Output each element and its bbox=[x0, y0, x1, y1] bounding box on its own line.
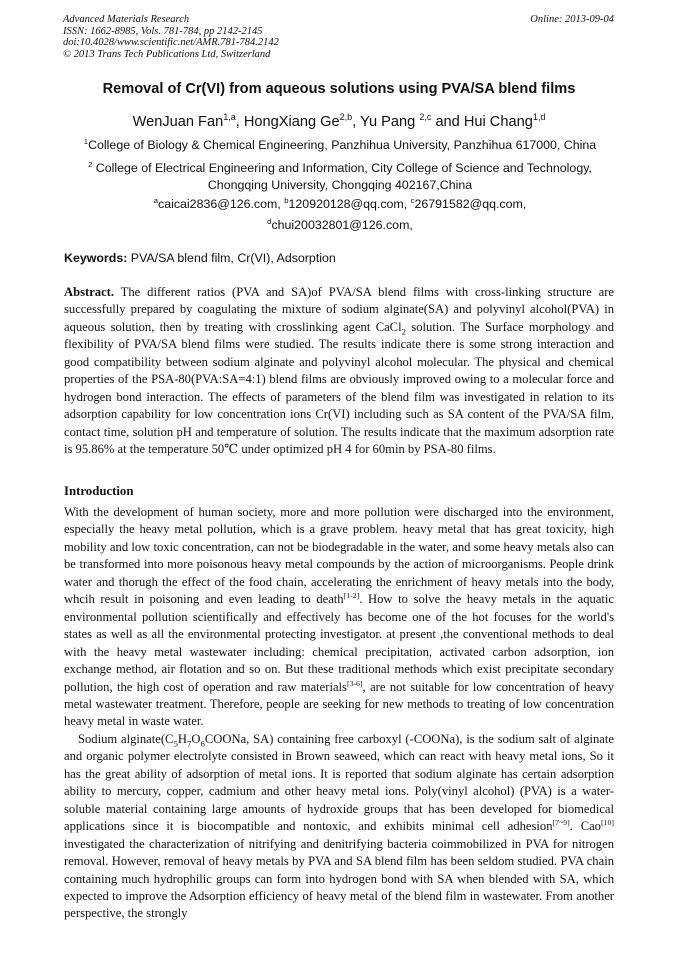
author-affiliation-mark: 1,a bbox=[223, 112, 236, 123]
keywords-label: Keywords: bbox=[64, 251, 128, 265]
paragraph: Sodium $alginate(C_5H_7O_6COONa$, SA) containing free carboxyl (-COONa), is the sodium salt of alginate and organic polymer electrolyte consisted in Brown seaweed, which can react with heavy metal ions, So it has the great ability of adsorption of metal ions. It is reported that sodium alginate has certain adsorption ability to mercury, copper, cadmium and other heavy metal ions. Poly(vinyl alcohol) (PVA) is a water-soluble material containing large amounts of hydroxide groups that has been developed for biomedical applications since it is biocompatible and nontoxic, and exhibits minimal cell adhesion[7~9]. Cao[10] investigated the characterization of nitrifying and denitrifying bacteria coimmobilized in PVA for nitrogen removal. However, removal of heavy metals by PVA and SA blend film has been seldom studied. PVA chain containing much hydrophilic groups can form into hydrogen bond with SA when blended with SA, which expected to improve the Adsorption efficiency of heavy metal of the blend film in wastewater. From another perspective, the strongly bbox=[64, 731, 614, 921]
keywords bbox=[64, 251, 336, 265]
issn-line: ISSN: 1662-8985, Vols. 781-784, pp 2142-2145 bbox=[63, 25, 263, 37]
author-name: Hui Chang bbox=[463, 114, 533, 130]
email-line-2: $^d$chui20032801@126.com, bbox=[267, 216, 413, 232]
keywords-text: PVA/SA blend film, Cr(VI), Adsorption bbox=[127, 251, 336, 265]
section-heading-introduction: Introduction bbox=[64, 484, 134, 498]
email-link[interactable]: chui20032801@126.com, bbox=[271, 218, 413, 232]
citation: [1-2] bbox=[343, 591, 360, 601]
email-link[interactable]: caicai2836@126.com, bbox=[158, 197, 285, 211]
publication-info bbox=[63, 14, 279, 60]
author-list: WenJuan Fan$^{1,a}$, HongXiang Ge$^{2,b}$, Yu Pang $^{2,c}$ and Hui Chang$^{1,d}$ bbox=[132, 112, 546, 130]
introduction-body bbox=[64, 504, 614, 923]
affiliation-1: $^1$College of Biology & Chemical Engineering, Panzhihua University, Panzhihua 617000, China bbox=[83, 136, 597, 152]
online-date: Online: 2013-09-04 bbox=[530, 14, 614, 25]
email-link[interactable]: 120920128@qq.com, bbox=[288, 197, 411, 211]
citation: [7~9] bbox=[552, 817, 570, 827]
copyright-line: © 2013 Trans Tech Publications Ltd, Switzerland bbox=[63, 48, 271, 60]
abstract-label: Abstract. bbox=[64, 285, 115, 299]
email-line-1: $^a$caicai2836@126.com, $^b$120920128@qq.com, $^c$26791582@qq.com, bbox=[153, 195, 527, 211]
doi-line: doi:10.4028/www.scientific.net/AMR.781-784.2142 bbox=[63, 37, 279, 48]
citation: [3-6] bbox=[346, 678, 363, 688]
affiliation-2: $^2$ College of Electrical Engineering and Information, City College of Science and Technology, Chongqing University, Chongqing 402167,China bbox=[88, 159, 592, 192]
journal-name: Advanced Materials Research bbox=[63, 14, 190, 25]
paragraph: With the development of human society, more and more pollution were discharged into the environment, especially the heavy metal pollution, which is a grave problem. heavy metal that has great toxicity, high mobility and low toxic concentration, can not be biodegradable in the water, and some heavy metals also can be transformed into more poisonous heavy metal compounds by the action of microorganisms. People drink water and thorugh the effect of the food chain, accelerating the enrichment of heavy metals into the body, whcih result in poisoning and even leading to death[1-2]. How to solve the heavy metals in the aquatic environmental pollution scientifically and effectively has become one of the hot focuses for the world's states as well as all the environmental protecting investigator. at present ,the conventional methods to deal with the heavy metal wastewater including: chemical precipitation, activated carbon adsorption, ion exchange method, air flotation and so on. But these traditional methods which exist precipitate secondary pollution, the high cost of operation and raw materials[3-6], are not suitable for low concentration of heavy metal wastewater treatment. Therefore, people are seeking for new methods to treating of low concentration heavy metal in waste water. bbox=[64, 505, 614, 729]
email-link[interactable]: 26791582@qq.com, bbox=[414, 197, 527, 211]
author-name: Yu Pang bbox=[360, 114, 420, 130]
author-affiliation-mark: 1,d bbox=[532, 112, 546, 123]
citation: [10] bbox=[600, 817, 614, 827]
abstract: Abstract. The different ratios (PVA and SA)of PVA/SA blend films with cross-linking structure are successfully prepared by coagulating the mixture of sodium alginate(SA) and polyvinyl alcohol(PVA) in aqueous solution, then by treating with crosslinking agent CaCl$_2$ solution. The Surface morphology and flexibility of PVA/SA blend films were studied. The results indicate there is some strong interaction and good compatibility between sodium alginate and polyvinyl alcohol molecular. The physical and chemical properties of the PSA-80(PVA:SA=4:1) blend films are obviously improved owing to a molecular force and hydrogen bond interaction. The effects of parameters of the blend film was investigated in relation to its adsorption capability for low concentration ions Cr(VI) including such as SA content of the PVA/SA film, contact time, solution pH and temperature of solution. The results indicate that the maximum adsorption rate is 95.86% at the temperature 50℃ under optimized pH 4 for 60min by PSA-80 films. bbox=[64, 285, 614, 457]
author-name: HongXiang Ge bbox=[243, 114, 340, 130]
author-affiliation-mark: 2,b bbox=[339, 112, 353, 123]
author-name: WenJuan Fan bbox=[132, 114, 224, 130]
paper-title: Removal of Cr(VI) from aqueous solutions using PVA/SA blend films bbox=[102, 81, 576, 97]
author-affiliation-mark: 2,c bbox=[419, 112, 432, 123]
